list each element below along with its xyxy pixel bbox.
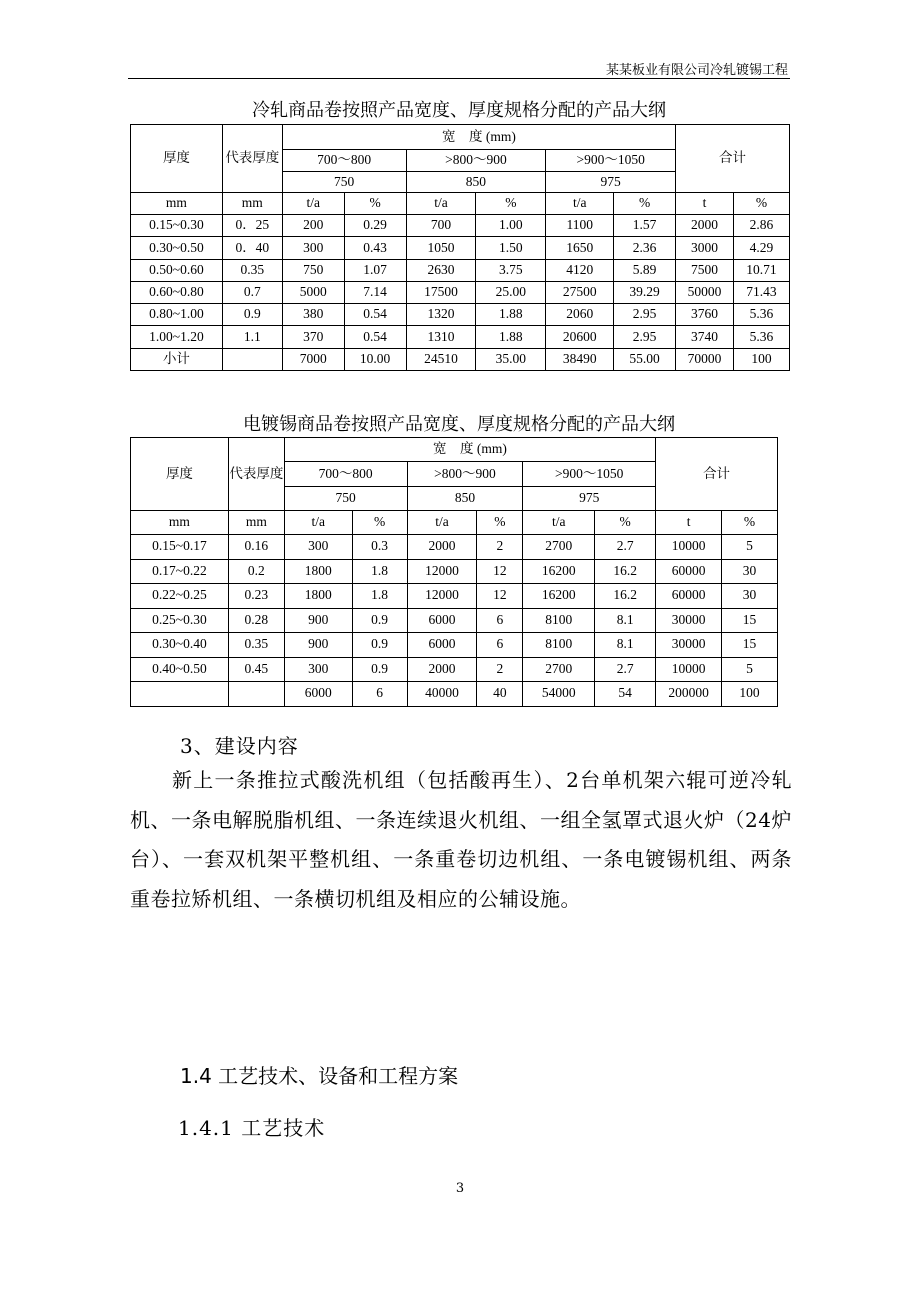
table-cell: 0.54: [344, 326, 406, 348]
table-row: [131, 608, 778, 633]
table-cell: 24510: [406, 348, 476, 370]
table-cell: 16.2: [595, 559, 656, 584]
table-row: [131, 259, 790, 281]
table-cell: 70000: [676, 348, 734, 370]
head-rep: 975: [546, 172, 676, 193]
table-cell: 0.35: [222, 259, 282, 281]
page-header: [128, 50, 790, 79]
table-cell: 1.88: [476, 304, 546, 326]
head-range: >900～1050: [523, 462, 656, 487]
table-cell: 1100: [546, 215, 614, 237]
table-cell: 5: [722, 535, 778, 560]
table-cold-rolled: [130, 124, 790, 371]
table-cell: 2.36: [614, 237, 676, 259]
table-cell: 54: [595, 682, 656, 707]
table-cell: 40: [477, 682, 523, 707]
head-range: 700～800: [284, 462, 407, 487]
table-cell: 1.57: [614, 215, 676, 237]
table-cell: 0.40~0.50: [131, 657, 229, 682]
table-cell: 2.7: [595, 535, 656, 560]
table-cell: 6: [477, 633, 523, 658]
table-cell: 35.00: [476, 348, 546, 370]
table-cell: 25.00: [476, 281, 546, 303]
table-cell: 16.2: [595, 584, 656, 609]
unit-cell: mm: [131, 193, 223, 215]
table-cell: 0.17~0.22: [131, 559, 229, 584]
table-cell: 0.54: [344, 304, 406, 326]
table-cell: 0.2: [228, 559, 284, 584]
table-cell: 0．25: [222, 215, 282, 237]
table-cell: 54000: [523, 682, 595, 707]
table-cell: 370: [282, 326, 344, 348]
table-cell: 12: [477, 559, 523, 584]
table-cell: 300: [284, 535, 352, 560]
unit-cell: %: [722, 511, 778, 535]
table-row: [131, 326, 790, 348]
table-cell: 1650: [546, 237, 614, 259]
head-range: 700～800: [282, 150, 406, 172]
table-cell: 6: [477, 608, 523, 633]
table-cell: 30: [722, 584, 778, 609]
table-cell: 12: [477, 584, 523, 609]
table-cell: 2700: [523, 657, 595, 682]
unit-cell: %: [595, 511, 656, 535]
head-width: 宽 度 (mm): [282, 125, 675, 150]
section-1-4-1-heading: 1.4.1 工艺技术: [178, 1116, 326, 1140]
table-cell: 6000: [407, 633, 477, 658]
table-cell: 2: [477, 657, 523, 682]
table-cell: 2.95: [614, 326, 676, 348]
unit-cell: t: [656, 511, 722, 535]
head-rep: 850: [407, 487, 523, 511]
table1-title: 冷轧商品卷按照产品宽度、厚度规格分配的产品大纲: [252, 100, 666, 121]
unit-cell: %: [614, 193, 676, 215]
head-range: >900～1050: [546, 150, 676, 172]
table-cell: 750: [282, 259, 344, 281]
table-cell: 5.36: [733, 326, 789, 348]
unit-cell: %: [476, 193, 546, 215]
table-cell: 0.43: [344, 237, 406, 259]
table-cell: 10.71: [733, 259, 789, 281]
table-cell: 3760: [676, 304, 734, 326]
table-cell: 300: [284, 657, 352, 682]
table-cell: 2630: [406, 259, 476, 281]
table-cell: 380: [282, 304, 344, 326]
table-cell: 0.9: [352, 633, 407, 658]
unit-cell: t/a: [406, 193, 476, 215]
table-cell: 12000: [407, 584, 477, 609]
unit-cell: t: [676, 193, 734, 215]
head-rep-thickness: 代表厚度: [222, 125, 282, 193]
table-row: [131, 348, 790, 370]
unit-cell: mm: [222, 193, 282, 215]
table-cell: 2.86: [733, 215, 789, 237]
table-cell: 4.29: [733, 237, 789, 259]
head-thickness: 厚度: [131, 438, 229, 511]
table-cell: 30000: [656, 633, 722, 658]
table-cell: 2000: [407, 535, 477, 560]
table-cell: 39.29: [614, 281, 676, 303]
table-cell: 200: [282, 215, 344, 237]
table-cell: 1.8: [352, 559, 407, 584]
head-rep-thickness: 代表厚度: [228, 438, 284, 511]
table-cell: 小计: [131, 348, 223, 370]
table-row: [131, 559, 778, 584]
table-cell: 7000: [282, 348, 344, 370]
table-cell: 6000: [284, 682, 352, 707]
table1-body: [131, 215, 790, 371]
table-cell: 3.75: [476, 259, 546, 281]
table-cell: 10000: [656, 657, 722, 682]
table-cell: 60000: [656, 584, 722, 609]
table-cell: 7.14: [344, 281, 406, 303]
table-cell: 5000: [282, 281, 344, 303]
head-rep: 850: [406, 172, 546, 193]
table-row: [131, 281, 790, 303]
table2-title: 电镀锡商品卷按照产品宽度、厚度规格分配的产品大纲: [243, 414, 675, 435]
table-cell: 60000: [656, 559, 722, 584]
units-row: [131, 193, 790, 215]
table-cell: 17500: [406, 281, 476, 303]
table-cell: 71.43: [733, 281, 789, 303]
table-cell: 0.29: [344, 215, 406, 237]
table-cell: 0．40: [222, 237, 282, 259]
table-cell: 2: [477, 535, 523, 560]
table-cell: 8.1: [595, 608, 656, 633]
table-cell: 16200: [523, 584, 595, 609]
table-cell: 100: [722, 682, 778, 707]
table-cell: 1320: [406, 304, 476, 326]
table-cell: 700: [406, 215, 476, 237]
page-number: 3: [455, 1181, 465, 1196]
unit-cell: mm: [228, 511, 284, 535]
table-cell: 8.1: [595, 633, 656, 658]
head-range: >800～900: [406, 150, 546, 172]
header-text: 某某板业有限公司冷轧镀锡工程: [605, 63, 788, 78]
unit-cell: %: [352, 511, 407, 535]
table-cell: 10.00: [344, 348, 406, 370]
table-cell: 55.00: [614, 348, 676, 370]
table-cell: 0.15~0.30: [131, 215, 223, 237]
unit-cell: %: [344, 193, 406, 215]
table-cell: [228, 682, 284, 707]
table-cell: 0.30~0.40: [131, 633, 229, 658]
head-range: >800～900: [407, 462, 523, 487]
table-cell: 20600: [546, 326, 614, 348]
table-cell: 0.9: [222, 304, 282, 326]
table2-body: [131, 535, 778, 707]
table-cell: 30000: [656, 608, 722, 633]
table-cell: [222, 348, 282, 370]
head-total: 合计: [656, 438, 778, 511]
table-cell: 100: [733, 348, 789, 370]
table-cell: 1.88: [476, 326, 546, 348]
table-cell: 2700: [523, 535, 595, 560]
table-cell: 200000: [656, 682, 722, 707]
table-cell: 1310: [406, 326, 476, 348]
table-cell: 0.23: [228, 584, 284, 609]
table-cell: [131, 682, 229, 707]
table-cell: 0.50~0.60: [131, 259, 223, 281]
table-cell: 0.7: [222, 281, 282, 303]
table-cell: 900: [284, 633, 352, 658]
table-cell: 5.36: [733, 304, 789, 326]
table-cell: 0.9: [352, 657, 407, 682]
table-cell: 0.28: [228, 608, 284, 633]
head-width: 宽 度 (mm): [284, 438, 655, 462]
table-cell: 3740: [676, 326, 734, 348]
table-row: [131, 237, 790, 259]
table-cell: 8100: [523, 633, 595, 658]
table-cell: 2000: [407, 657, 477, 682]
head-rep: 750: [282, 172, 406, 193]
table-cell: 27500: [546, 281, 614, 303]
table-cell: 30: [722, 559, 778, 584]
table-cell: 1.1: [222, 326, 282, 348]
table-cell: 10000: [656, 535, 722, 560]
table-cell: 1.07: [344, 259, 406, 281]
table-cell: 38490: [546, 348, 614, 370]
units-row: [131, 511, 778, 535]
table-cell: 1.00: [476, 215, 546, 237]
table-cell: 5: [722, 657, 778, 682]
table-cell: 4120: [546, 259, 614, 281]
table-electro-tinned: [130, 437, 778, 707]
table-row: [131, 535, 778, 560]
table-cell: 0.15~0.17: [131, 535, 229, 560]
table-cell: 6: [352, 682, 407, 707]
unit-cell: t/a: [407, 511, 477, 535]
table-row: [131, 682, 778, 707]
table-row: [131, 215, 790, 237]
table-cell: 1.8: [352, 584, 407, 609]
unit-cell: t/a: [282, 193, 344, 215]
table-cell: 50000: [676, 281, 734, 303]
table-cell: 0.3: [352, 535, 407, 560]
table-cell: 1.50: [476, 237, 546, 259]
table-cell: 0.60~0.80: [131, 281, 223, 303]
table-row: [131, 657, 778, 682]
table-cell: 16200: [523, 559, 595, 584]
table-cell: 2060: [546, 304, 614, 326]
table-cell: 0.9: [352, 608, 407, 633]
head-rep: 975: [523, 487, 656, 511]
section-1-4-heading: 1.4 工艺技术、设备和工程方案: [180, 1064, 459, 1088]
unit-cell: t/a: [546, 193, 614, 215]
table-cell: 0.30~0.50: [131, 237, 223, 259]
head-total: 合计: [676, 125, 790, 193]
table-cell: 0.25~0.30: [131, 608, 229, 633]
table-cell: 2.7: [595, 657, 656, 682]
table-cell: 300: [282, 237, 344, 259]
table-cell: 1050: [406, 237, 476, 259]
table-cell: 1800: [284, 559, 352, 584]
section3-heading: 3、建设内容: [180, 734, 299, 758]
unit-cell: t/a: [284, 511, 352, 535]
table-cell: 1.00~1.20: [131, 326, 223, 348]
section3-body: 新上一条推拉式酸洗机组（包括酸再生）、2台单机架六辊可逆冷轧机、一条电解脱脂机组、一条连续退火机组、一组全氢罩式退火炉（24炉台）、一套双机架平整机组、一条重卷切边机组、一条电镀锡机组、两条重卷拉矫机组、一条横切机组及相应的公辅设施。: [130, 768, 792, 911]
table-cell: 0.16: [228, 535, 284, 560]
head-rep: 750: [284, 487, 407, 511]
table-cell: 6000: [407, 608, 477, 633]
table-cell: 0.35: [228, 633, 284, 658]
table-cell: 2.95: [614, 304, 676, 326]
unit-cell: %: [477, 511, 523, 535]
table-cell: 15: [722, 608, 778, 633]
table-cell: 40000: [407, 682, 477, 707]
table-cell: 1800: [284, 584, 352, 609]
unit-cell: %: [733, 193, 789, 215]
table-cell: 0.45: [228, 657, 284, 682]
table-row: [131, 584, 778, 609]
table-cell: 12000: [407, 559, 477, 584]
table-cell: 8100: [523, 608, 595, 633]
table-cell: 15: [722, 633, 778, 658]
table-cell: 0.80~1.00: [131, 304, 223, 326]
table-cell: 0.22~0.25: [131, 584, 229, 609]
table-cell: 900: [284, 608, 352, 633]
unit-cell: t/a: [523, 511, 595, 535]
table-cell: 2000: [676, 215, 734, 237]
table-row: [131, 633, 778, 658]
unit-cell: mm: [131, 511, 229, 535]
table-row: [131, 304, 790, 326]
head-thickness: 厚度: [131, 125, 223, 193]
table-cell: 5.89: [614, 259, 676, 281]
table-cell: 7500: [676, 259, 734, 281]
table-cell: 3000: [676, 237, 734, 259]
